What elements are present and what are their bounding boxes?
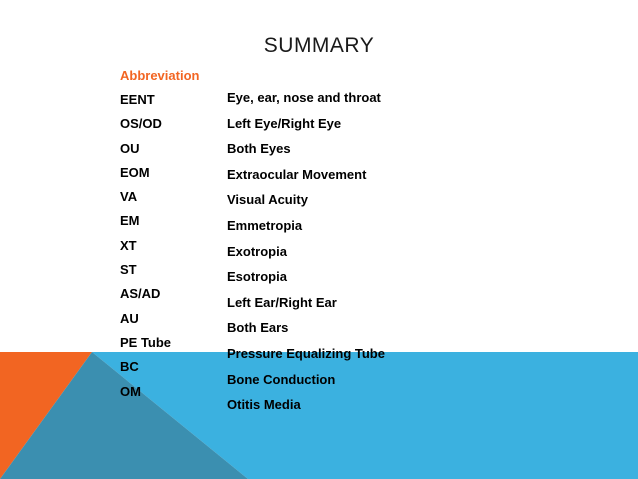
definition-item: Bone Conduction — [227, 371, 336, 387]
abbreviation-column — [120, 93, 171, 409]
definition-item: Pressure Equalizing Tube — [227, 345, 385, 361]
abbreviation-item: EOM — [120, 164, 150, 180]
abbreviation-heading: Abbreviation — [120, 68, 200, 83]
slide-title: SUMMARY — [263, 34, 375, 57]
definition-item: Eye, ear, nose and throat — [227, 90, 381, 105]
abbreviation-item: PE Tube — [120, 334, 172, 350]
abbreviation-item: AS/AD — [120, 286, 161, 302]
definition-item: Extraocular Movement — [227, 166, 367, 182]
definition-item: Otitis Media — [227, 397, 301, 413]
abbreviation-item: ST — [120, 262, 137, 278]
abbreviation-item: EM — [120, 213, 140, 229]
abbreviation-item: AU — [120, 310, 139, 326]
definition-item: Visual Acuity — [227, 192, 308, 208]
definition-item: Exotropia — [227, 243, 287, 259]
definition-column — [227, 91, 385, 424]
abbreviation-item: XT — [120, 237, 137, 253]
definition-item: Left Eye/Right Eye — [227, 115, 342, 131]
definition-item: Both Ears — [227, 320, 289, 336]
definition-item: Emmetropia — [227, 217, 303, 233]
definition-item: Both Eyes — [227, 141, 291, 157]
abbreviation-item: BC — [120, 359, 139, 375]
abbreviation-item: OS/OD — [120, 116, 162, 132]
abbreviation-item: OU — [120, 140, 140, 156]
definition-item: Left Ear/Right Ear — [227, 294, 337, 310]
abbreviation-item: VA — [120, 189, 138, 205]
abbreviation-item: OM — [120, 383, 141, 399]
abbreviation-item: EENT — [120, 92, 155, 107]
definition-item: Esotropia — [227, 269, 287, 285]
